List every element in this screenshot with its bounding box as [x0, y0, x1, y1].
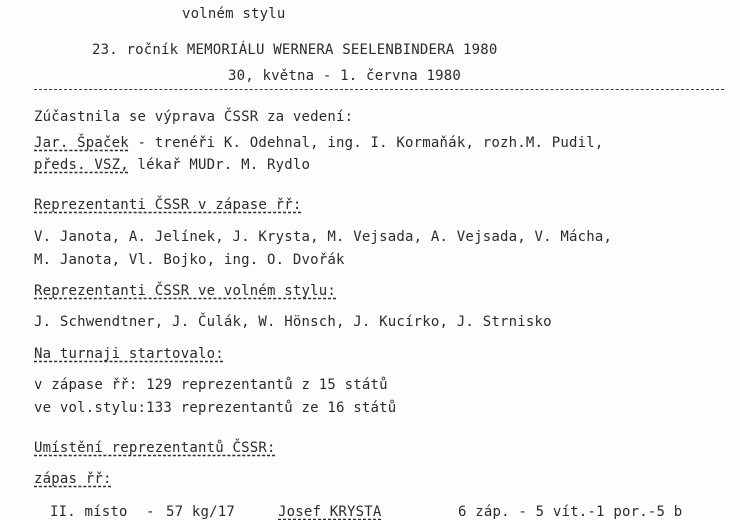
participation-heading: Na turnaji startovalo: — [34, 346, 224, 362]
delegation-chair: předs. VSZ, — [34, 157, 129, 173]
free-line-1: J. Schwendtner, J. Čulák, W. Hönsch, J. Kucírko, J. Strnisko — [34, 314, 552, 330]
greco-line-2: M. Janota, Vl. Bojko, ing. O. Dvořák — [34, 252, 345, 268]
participation-line-1: v zápase řř: 129 reprezentantů z 15 států — [34, 377, 388, 393]
greco-heading: Reprezentanti ČSSR v zápase řř: — [34, 197, 302, 213]
separator-line — [34, 89, 724, 90]
delegation-doctor: lékař MUDr. M. Rydlo — [128, 157, 311, 173]
delegation-leader: Jar. Špaček — [34, 135, 129, 151]
placement-place: II. místo — [50, 504, 128, 520]
event-dates: 30, května - 1. června 1980 — [228, 68, 461, 84]
placement-record: 6 záp. - 5 vít.-1 por.-5 b — [458, 504, 683, 520]
header-style-line: volném stylu — [182, 6, 286, 22]
delegation-coaches: - trenéři K. Odehnal, ing. I. Kormaňák, rozh.M. Pudil, — [128, 135, 604, 151]
event-title: 23. ročník MEMORIÁLU WERNERA SEELENBINDERA 1980 — [92, 42, 498, 58]
delegation-intro: Zúčastnila se výprava ČSSR za vedení: — [34, 109, 354, 125]
placement-heading: Umístění reprezentantů ČSSR: — [34, 440, 276, 456]
free-heading: Reprezentanti ČSSR ve volném stylu: — [34, 283, 337, 299]
placement-name: Josef KRYSTA — [278, 504, 382, 520]
delegation-line-1 — [34, 135, 604, 151]
greco-line-1: V. Janota, A. Jelínek, J. Krysta, M. Vejsada, A. Vejsada, V. Mácha, — [34, 229, 613, 245]
placement-separator: - — [146, 504, 155, 520]
placement-subheading: zápas řř: — [34, 471, 112, 487]
participation-line-2: ve vol.stylu:133 reprezentantů ze 16 států — [34, 400, 397, 416]
delegation-line-2 — [34, 157, 310, 173]
placement-weight: 57 kg/17 — [166, 504, 236, 520]
